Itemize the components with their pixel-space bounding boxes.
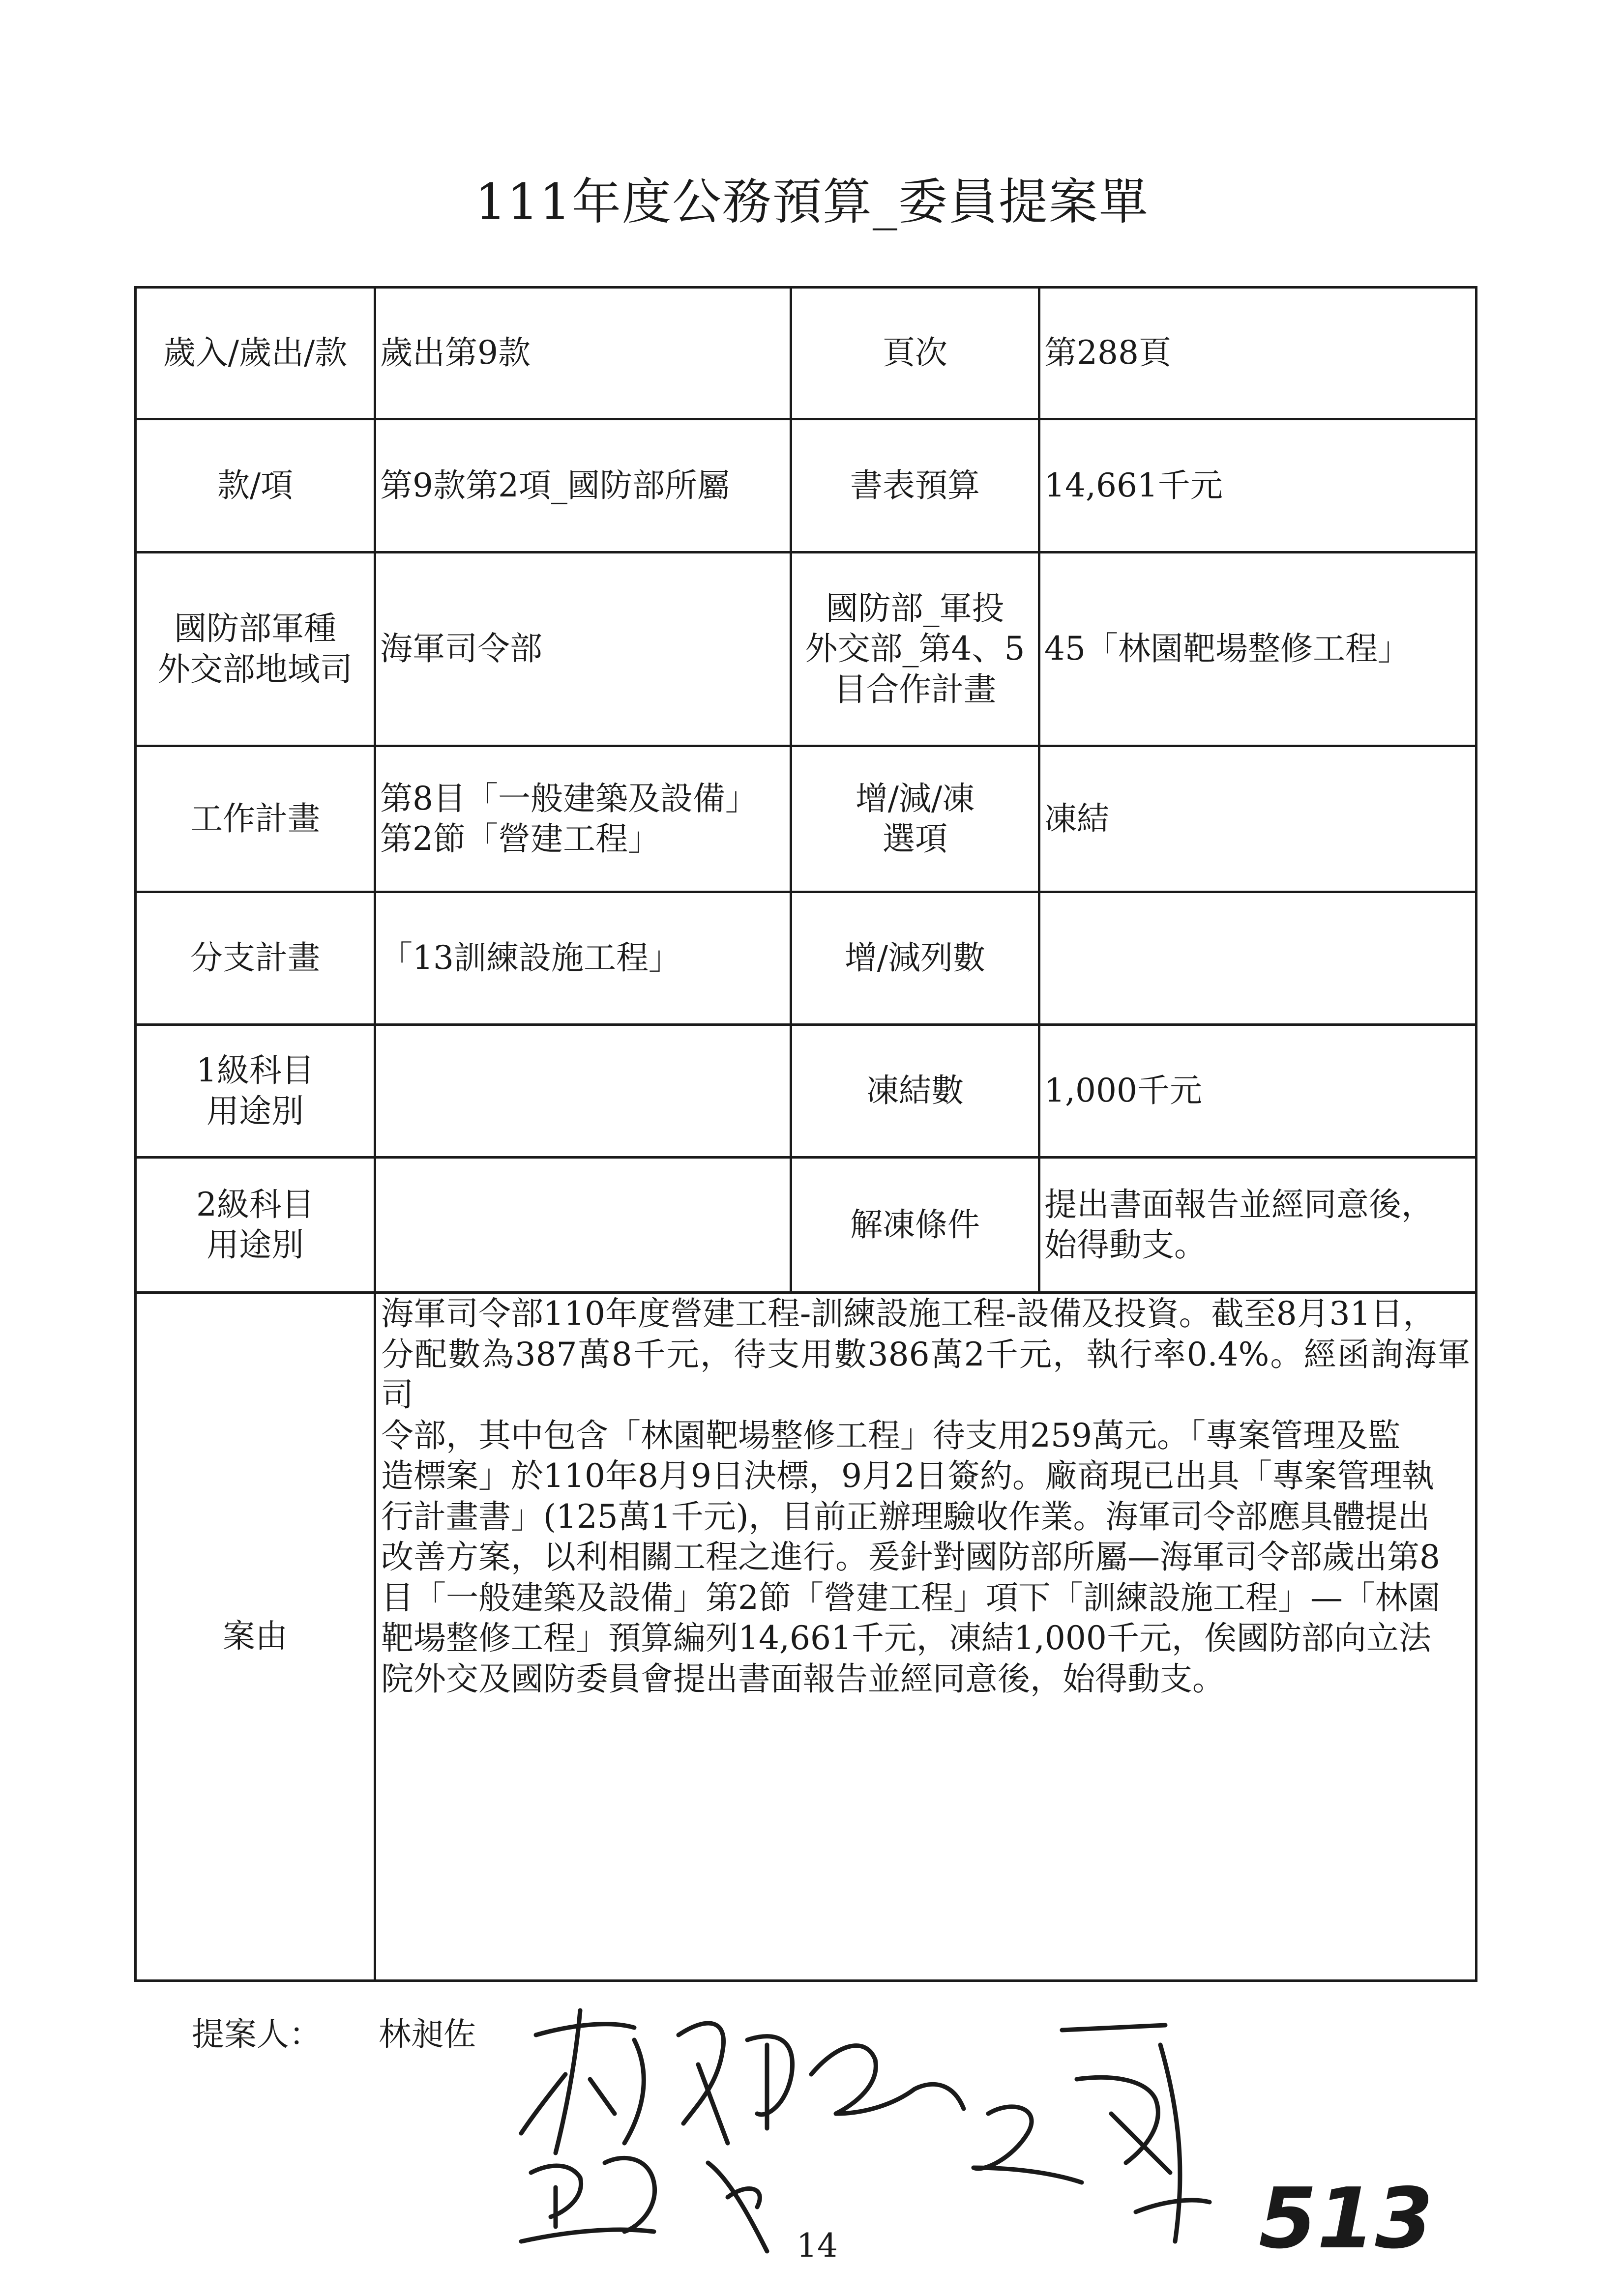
label-unfreeze-condition: 解凍條件	[791, 1158, 1039, 1293]
label-sub-plan: 分支計畫	[136, 892, 375, 1025]
label-level1-line: 1級科目	[196, 1051, 314, 1089]
reason-line: 院外交及國防委員會提出書面報告並經同意後，始得動支。	[381, 1659, 1225, 1698]
label-level1-line: 用途別	[207, 1092, 304, 1130]
value-unfreeze-line: 提出書面報告並經同意後，	[1044, 1185, 1434, 1223]
value-sub-plan: 「13訓練設施工程」	[375, 892, 791, 1025]
document-title: 111年度公務預算_委員提案單	[475, 173, 1149, 231]
label-plan-line: 目合作計畫	[834, 670, 996, 708]
reason-line: 靶場整修工程」預算編列14,661千元，凍結1,000千元，俟國防部向立法	[381, 1619, 1431, 1657]
label-plan-line: 外交部_第4、5	[805, 630, 1025, 668]
label-budget: 書表預算	[791, 419, 1039, 552]
value-budget: 14,661千元	[1039, 419, 1476, 552]
signature-stroke	[811, 2046, 964, 2114]
value-unit: 海軍司令部	[375, 552, 791, 746]
label-plan-line: 國防部_軍投	[826, 589, 1004, 627]
label-page: 頁次	[791, 288, 1039, 419]
label-level2-line: 2級科目	[196, 1185, 314, 1223]
label-work-plan: 工作計畫	[136, 746, 375, 892]
reason-line: 改善方案，以利相關工程之進行。爰針對國防部所屬—海軍司令部歲出第8	[381, 1538, 1440, 1576]
label-option-line: 選項	[883, 820, 947, 858]
value-unfreeze-line: 始得動支。	[1044, 1226, 1207, 1264]
value-page: 第288頁	[1039, 288, 1476, 419]
signature-stroke	[521, 2010, 644, 2153]
proposer-name: 林昶佐	[379, 2015, 476, 2053]
label-reason: 案由	[136, 1293, 375, 1981]
label-freeze-amount: 凍結數	[791, 1025, 1039, 1158]
reason-line: 分配數為387萬8千元，待支用數386萬2千元，執行率0.4%。經函詢海軍司	[381, 1335, 1470, 1414]
label-item: 款/項	[136, 419, 375, 552]
label-unit-line: 外交部地域司	[158, 650, 353, 688]
proposer-label: 提案人：	[192, 2015, 322, 2053]
label-unit-line: 國防部軍種	[174, 610, 336, 647]
page-number: 14	[797, 2227, 838, 2265]
value-freeze-amount: 1,000千元	[1039, 1025, 1476, 1158]
value-option: 凍結	[1039, 746, 1476, 892]
label-account: 歲入/歲出/款	[136, 288, 375, 419]
reason-line: 造標案」於110年8月9日決標，9月2日簽約。廠商現已出具「專案管理執	[381, 1457, 1434, 1495]
label-change-amount: 增/減列數	[791, 892, 1039, 1025]
reason-line: 行計畫書」(125萬1千元)，目前正辦理驗收作業。海軍司令部應具體提出	[381, 1497, 1430, 1536]
value-item: 第9款第2項_國防部所屬	[375, 419, 791, 552]
value-work-plan-line: 第8目「一般建築及設備」	[380, 779, 758, 817]
signature-stroke	[679, 2023, 793, 2143]
signature-stroke	[521, 2158, 767, 2251]
reason-line: 令部，其中包含「林園靶場整修工程」待支用259萬元。「專案管理及監	[381, 1416, 1400, 1454]
value-account: 歲出第9款	[375, 288, 791, 419]
label-level2-line: 用途別	[207, 1226, 304, 1264]
value-plan: 45「林園靶場整修工程」	[1039, 552, 1476, 746]
value-work-plan-line: 第2節「營建工程」	[380, 820, 660, 858]
label-option-line: 增/減/凍	[855, 779, 975, 817]
reason-line: 目「一般建築及設備」第2節「營建工程」項下「訓練設施工程」—「林園	[381, 1578, 1440, 1617]
signature-stroke	[1077, 2045, 1210, 2241]
reason-line: 海軍司令部110年度營建工程-訓練設施工程-設備及投資。截至8月31日，	[381, 1295, 1436, 1333]
handwritten-number: 513	[1259, 2170, 1433, 2267]
signature-stroke	[974, 2025, 1165, 2182]
